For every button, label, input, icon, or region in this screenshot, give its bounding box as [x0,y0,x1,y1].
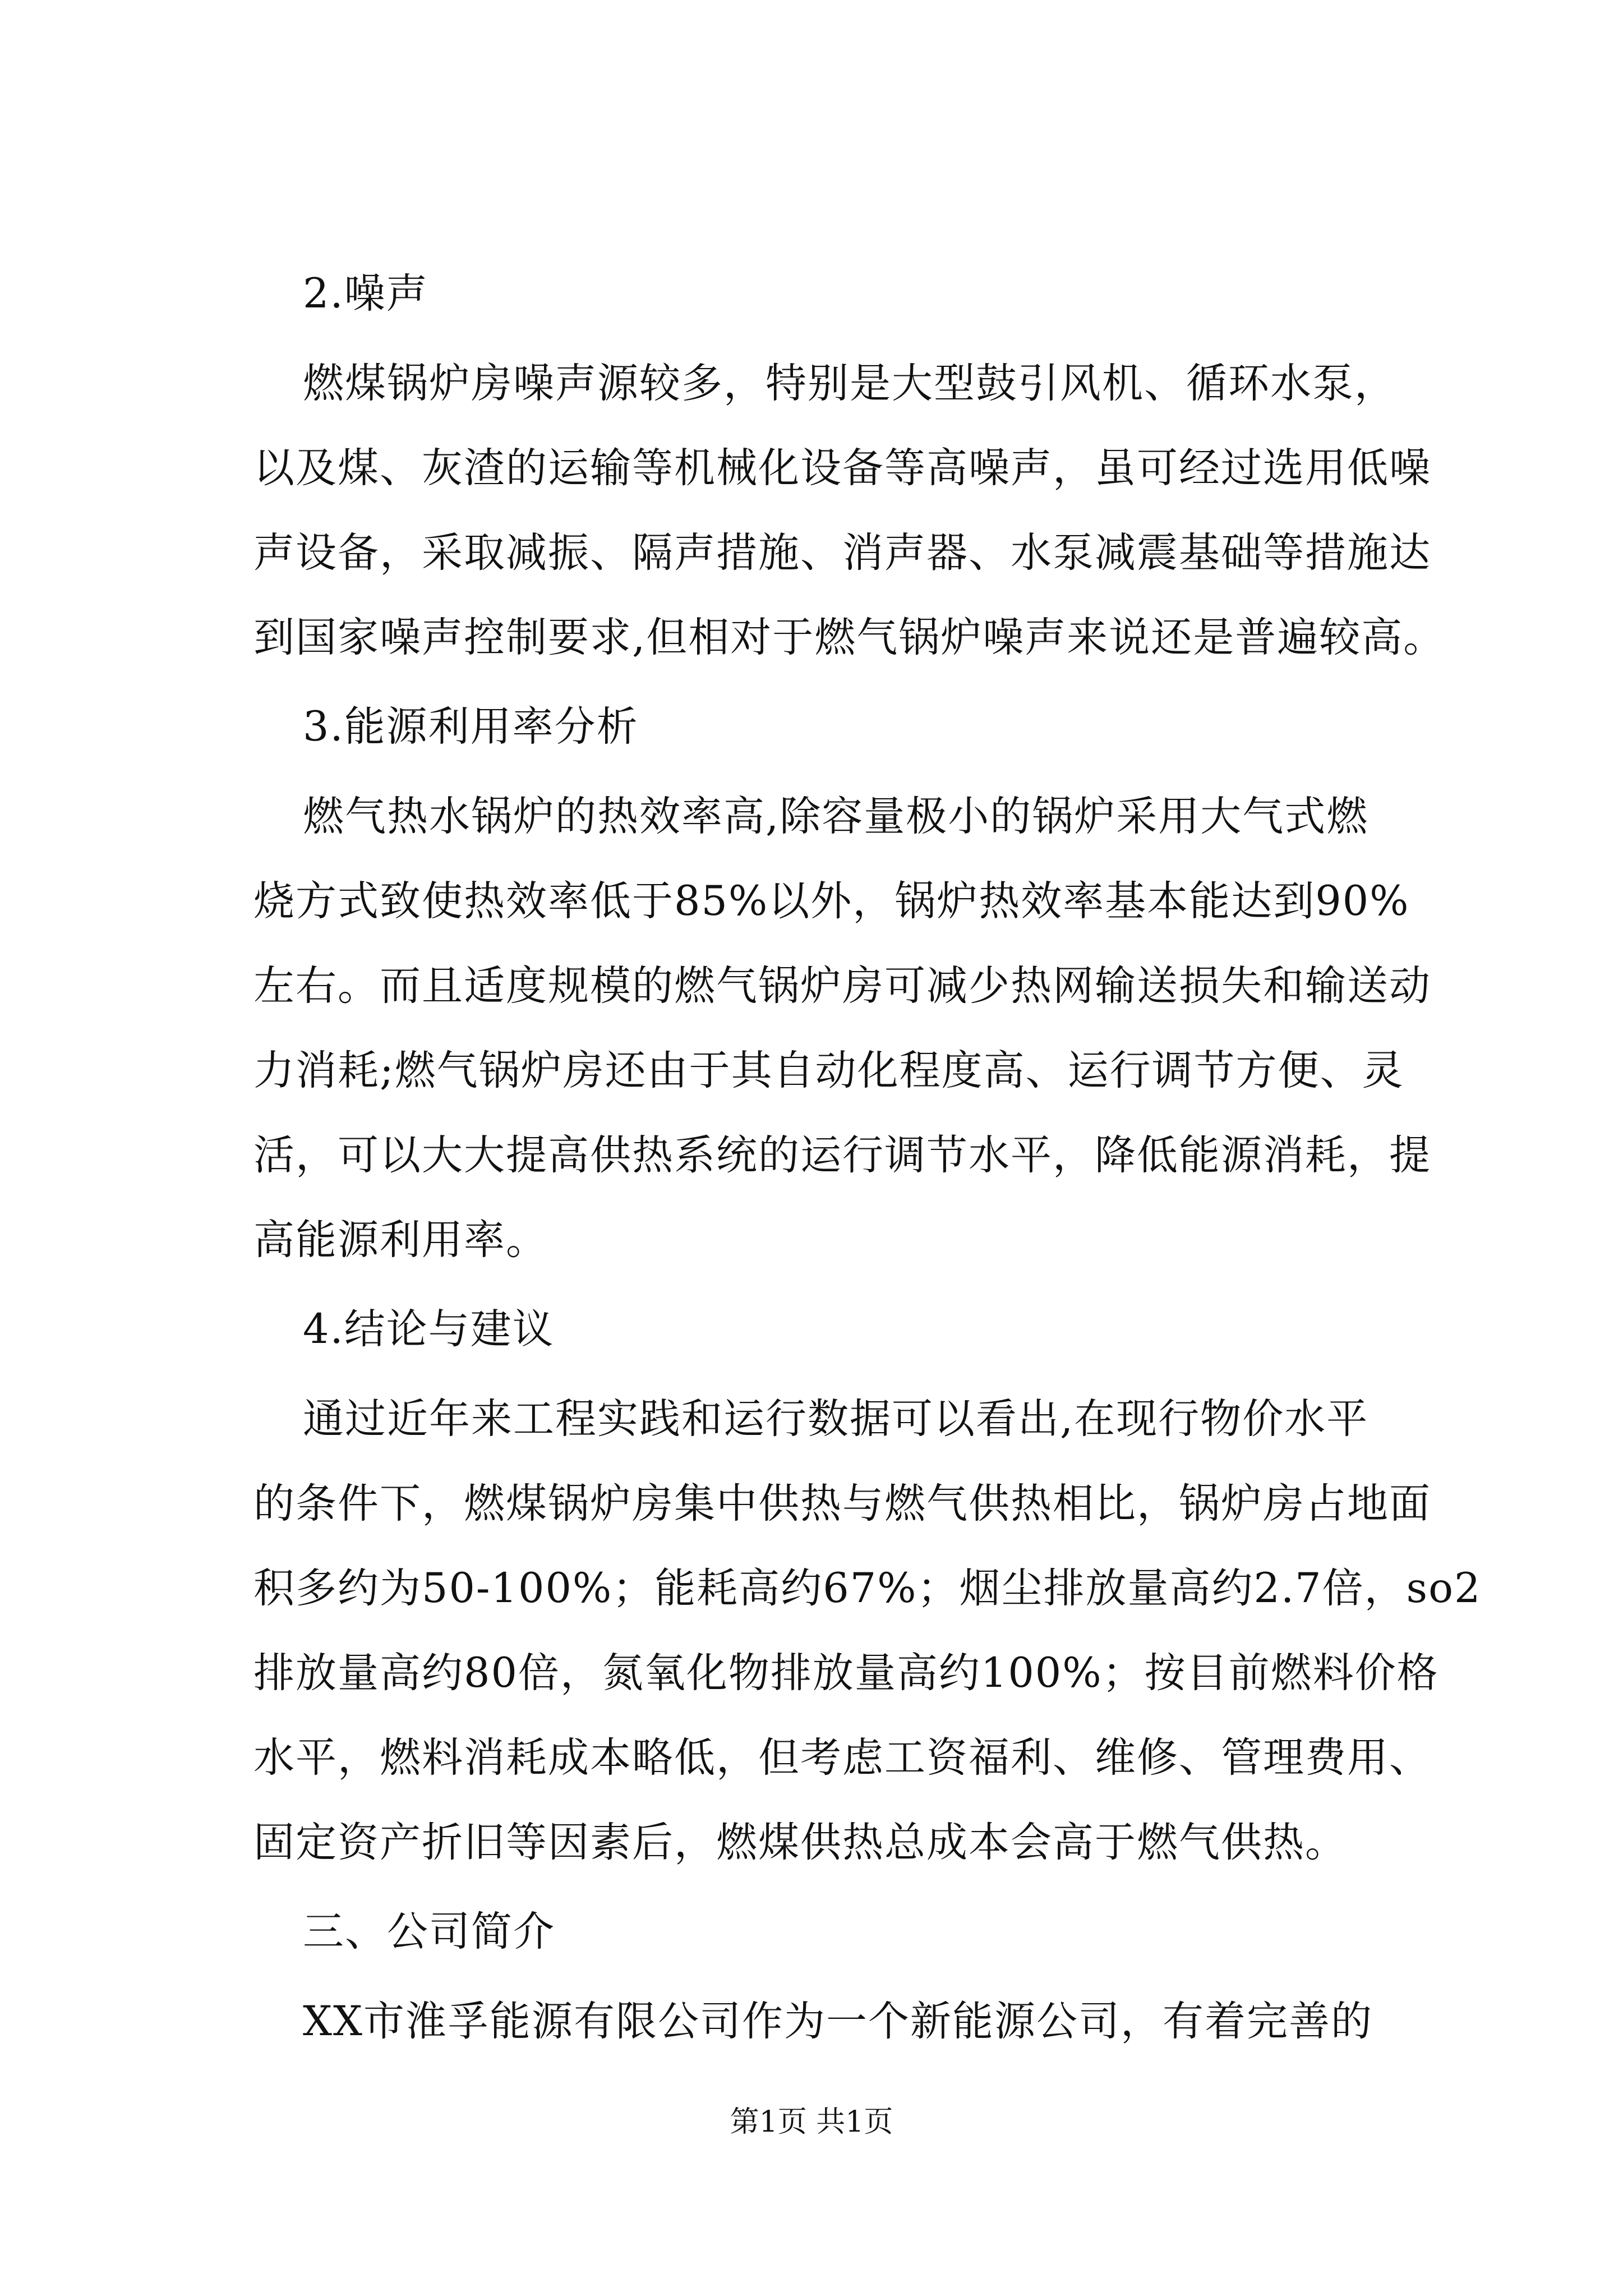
section-heading: 2.噪声 [303,270,428,318]
paragraph-line: 以及煤、灰渣的运输等机械化设备等高噪声，虽可经过选用低噪 [253,444,1431,492]
paragraph-line: 通过近年来工程实践和运行数据可以看出,在现行物价水平 [303,1395,1369,1443]
paragraph-line: 燃气热水锅炉的热效率高,除容量极小的锅炉采用大气式燃 [303,793,1369,840]
document-body [253,247,1482,2064]
paragraph-line: 水平，燃料消耗成本略低，但考虑工资福利、维修、管理费用、 [253,1734,1431,1782]
paragraph-line: 固定资产折旧等因素后，燃煤供热总成本会高于燃气供热。 [253,1819,1347,1866]
paragraph-line: 力消耗;燃气锅炉房还由于其自动化程度高、运行调节方便、灵 [253,1047,1404,1094]
section-heading: 三、公司简介 [303,1908,555,1955]
paragraph-line: 的条件下，燃煤锅炉房集中供热与燃气供热相比，锅炉房占地面 [253,1480,1431,1527]
section-heading: 3.能源利用率分析 [303,703,639,751]
paragraph-line: 燃煤锅炉房噪声源较多，特别是大型鼓引风机、循环水泵， [303,360,1396,407]
section-conclusion [253,1282,1482,1885]
paragraph-line: 烧方式致使热效率低于85%以外，锅炉热效率基本能达到90% [253,877,1410,925]
paragraph-line: 活，可以大大提高供热系统的运行调节水平，降低能源消耗，提 [253,1131,1431,1179]
paragraph-line: 高能源利用率。 [253,1216,548,1264]
paragraph-line: 积多约为50-100%；能耗高约67%；烟尘排放量高约2.7倍，so2 [253,1565,1482,1612]
paragraph-line: 声设备，采取减振、隔声措施、消声器、水泵减震基础等措施达 [253,529,1431,577]
paragraph-line: 排放量高约80倍，氮氧化物排放量高约100%；按目前燃料价格 [253,1649,1439,1697]
section-heading: 4.结论与建议 [303,1305,555,1353]
page-footer: 第1页 共1页 [730,2105,893,2139]
section-company [303,1885,1424,2064]
paragraph-line: XX市淮孚能源有限公司作为一个新能源公司，有着完善的 [303,1998,1373,2045]
section-energy [253,680,1431,1282]
section-noise [253,247,1446,680]
paragraph-line: 到国家噪声控制要求,但相对于燃气锅炉噪声来说还是普遍较高。 [253,614,1446,661]
paragraph-line: 左右。而且适度规模的燃气锅炉房可减少热网输送损失和输送动 [253,962,1431,1010]
